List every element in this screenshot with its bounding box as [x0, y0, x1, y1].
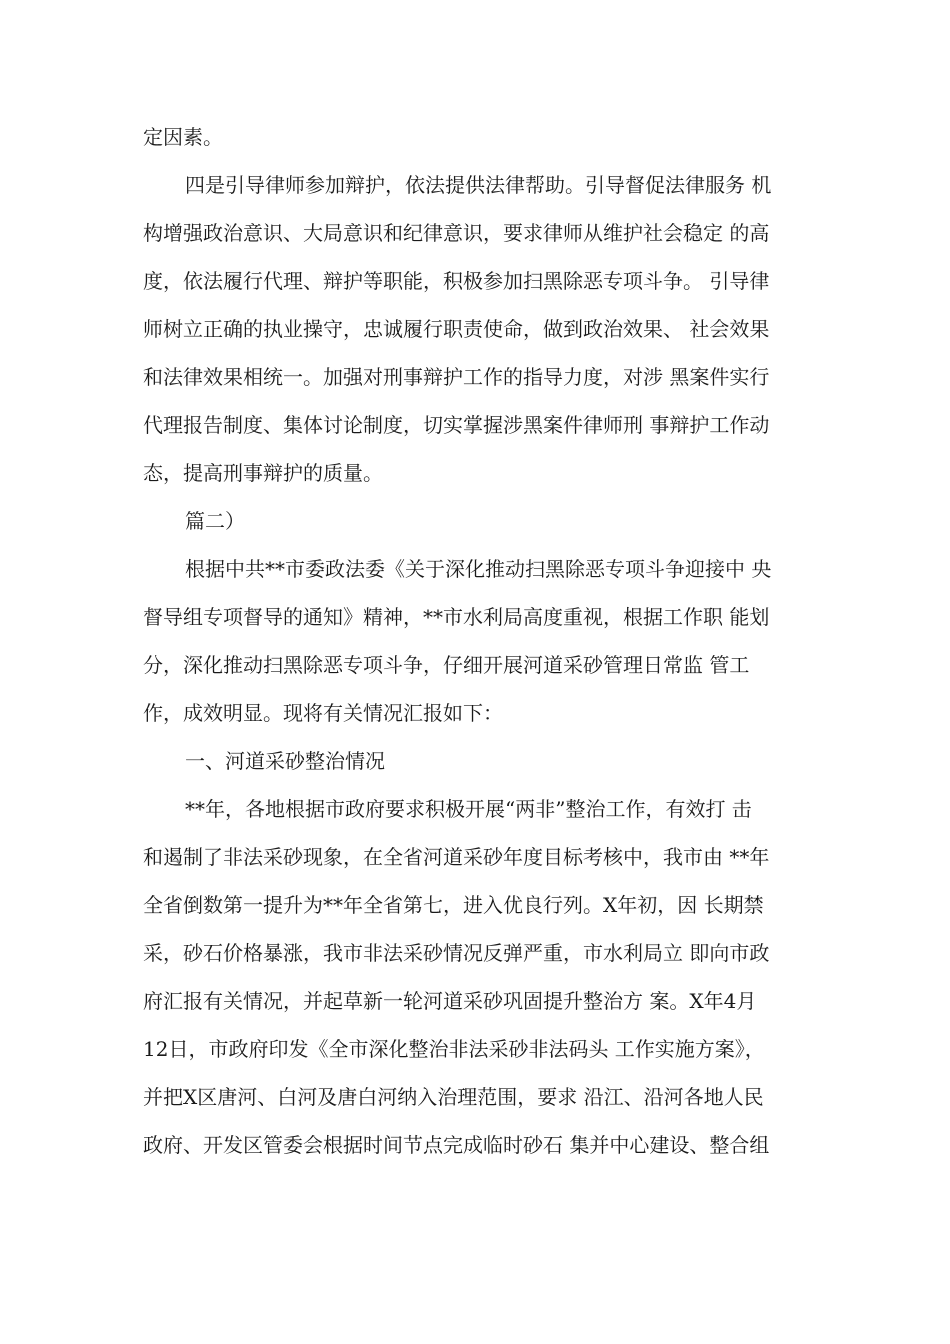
text-line-17: 全省倒数第一提升为**年全省第七，进入优良行列。X年初，因 长期禁 — [143, 893, 764, 917]
text-line-10: 根据中共**市委政法委《关于深化推动扫黑除恶专项斗争迎接中 央 — [185, 557, 772, 581]
text-line-3: 构增强政治意识、大局意识和纪律意识，要求律师从维护社会稳定 的高 — [143, 221, 770, 245]
text-line-12: 分，深化推动扫黑除恶专项斗争，仔细开展河道采砂管理日常监 管工 — [143, 653, 750, 677]
text-line-19: 府汇报有关情况，并起草新一轮河道采砂巩固提升整治方 案。X年4月 — [143, 989, 757, 1013]
text-line-22: 政府、开发区管委会根据时间节点完成临时砂石 集并中心建设、整合组 — [143, 1133, 770, 1157]
text-line-16: 和遏制了非法采砂现象，在全省河道采砂年度目标考核中，我市由 **年 — [143, 845, 770, 869]
text-line-4: 度，依法履行代理、辩护等职能，积极参加扫黑除恶专项斗争。 引导律 — [143, 269, 770, 293]
text-line-7: 代理报告制度、集体讨论制度，切实掌握涉黑案件律师刑 事辩护工作动 — [143, 413, 770, 437]
text-line-15: **年，各地根据市政府要求积极开展“两非”整治工作，有效打 击 — [185, 797, 752, 821]
subsection-heading: 一、河道采砂整治情况 — [185, 749, 385, 773]
text-line-20: 12日，市政府印发《全市深化整治非法采砂非法码头 工作实施方案》， — [143, 1037, 765, 1061]
text-line-1: 定因素。 — [143, 125, 223, 149]
text-line-18: 采，砂石价格暴涨，我市非法采砂情况反弹严重，市水利局立 即向市政 — [143, 941, 770, 965]
text-line-5: 师树立正确的执业操守，忠诚履行职责使命，做到政治效果、 社会效果 — [143, 317, 770, 341]
text-line-6: 和法律效果相统一。加强对刑事辩护工作的指导力度，对涉 黑案件实行 — [143, 365, 770, 389]
text-line-2: 四是引导律师参加辩护，依法提供法律帮助。引导督促法律服务 机 — [185, 173, 772, 197]
text-line-11: 督导组专项督导的通知》精神，**市水利局高度重视，根据工作职 能划 — [143, 605, 770, 629]
text-line-21: 并把X区唐河、白河及唐白河纳入治理范围，要求 沿江、沿河各地人民 — [143, 1085, 764, 1109]
text-line-8: 态，提高刑事辩护的质量。 — [143, 461, 383, 485]
document-body — [143, 113, 823, 1169]
section-heading-part-two: 篇二） — [185, 509, 245, 533]
text-line-13: 作，成效明显。现将有关情况汇报如下： — [143, 701, 503, 725]
